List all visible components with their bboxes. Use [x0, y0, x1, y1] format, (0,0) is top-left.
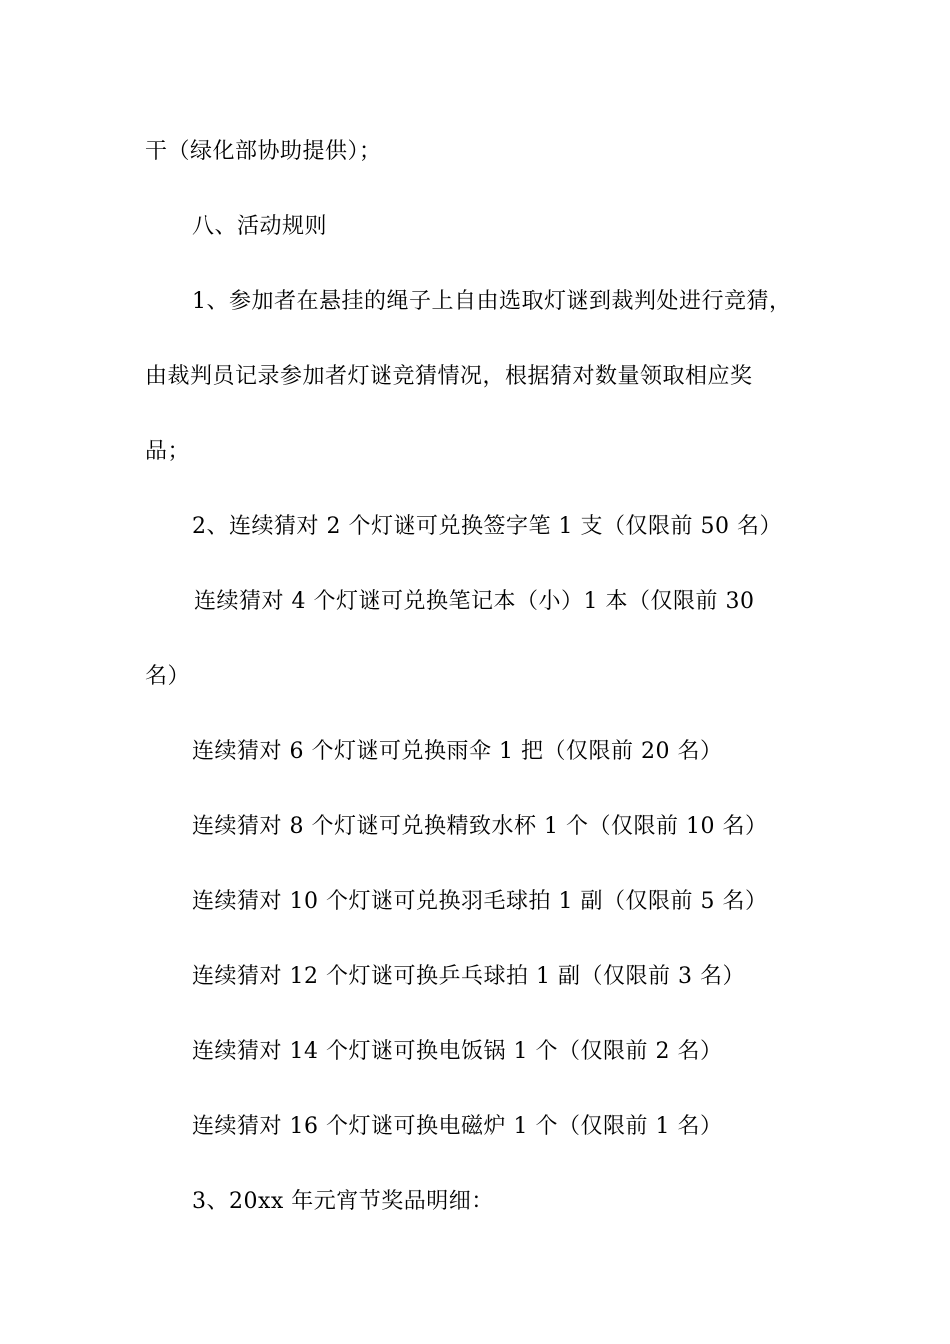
paragraph-line: 1、参加者在悬挂的绳子上自由选取灯谜到裁判处进行竞猜，	[192, 289, 792, 314]
paragraph-line: 品；	[145, 439, 191, 464]
section-heading: 八、活动规则	[192, 214, 328, 239]
paragraph-line: 连续猜对 8 个灯谜可兑换精致水杯 1 个（仅限前 10 名）	[192, 814, 768, 839]
paragraph-line: 名）	[145, 664, 191, 689]
paragraph-line: 3、20xx 年元宵节奖品明细：	[192, 1189, 494, 1214]
paragraph-line: 连续猜对 12 个灯谜可换乒乓球拍 1 副（仅限前 3 名）	[192, 964, 745, 989]
paragraph-line: 2、连续猜对 2 个灯谜可兑换签字笔 1 支（仅限前 50 名）	[192, 514, 782, 539]
paragraph-line: 连续猜对 16 个灯谜可换电磁炉 1 个（仅限前 1 名）	[192, 1114, 723, 1139]
paragraph-line: 连续猜对 10 个灯谜可兑换羽毛球拍 1 副（仅限前 5 名）	[192, 889, 768, 914]
paragraph-line: 由裁判员记录参加者灯谜竞猜情况，根据猜对数量领取相应奖	[145, 364, 753, 389]
paragraph-line: 连续猜对 4 个灯谜可兑换笔记本（小）1 本（仅限前 30	[194, 589, 755, 614]
paragraph-line: 干（绿化部协助提供）；	[145, 139, 382, 164]
paragraph-line: 连续猜对 6 个灯谜可兑换雨伞 1 把（仅限前 20 名）	[192, 739, 723, 764]
paragraph-line: 连续猜对 14 个灯谜可换电饭锅 1 个（仅限前 2 名）	[192, 1039, 723, 1064]
